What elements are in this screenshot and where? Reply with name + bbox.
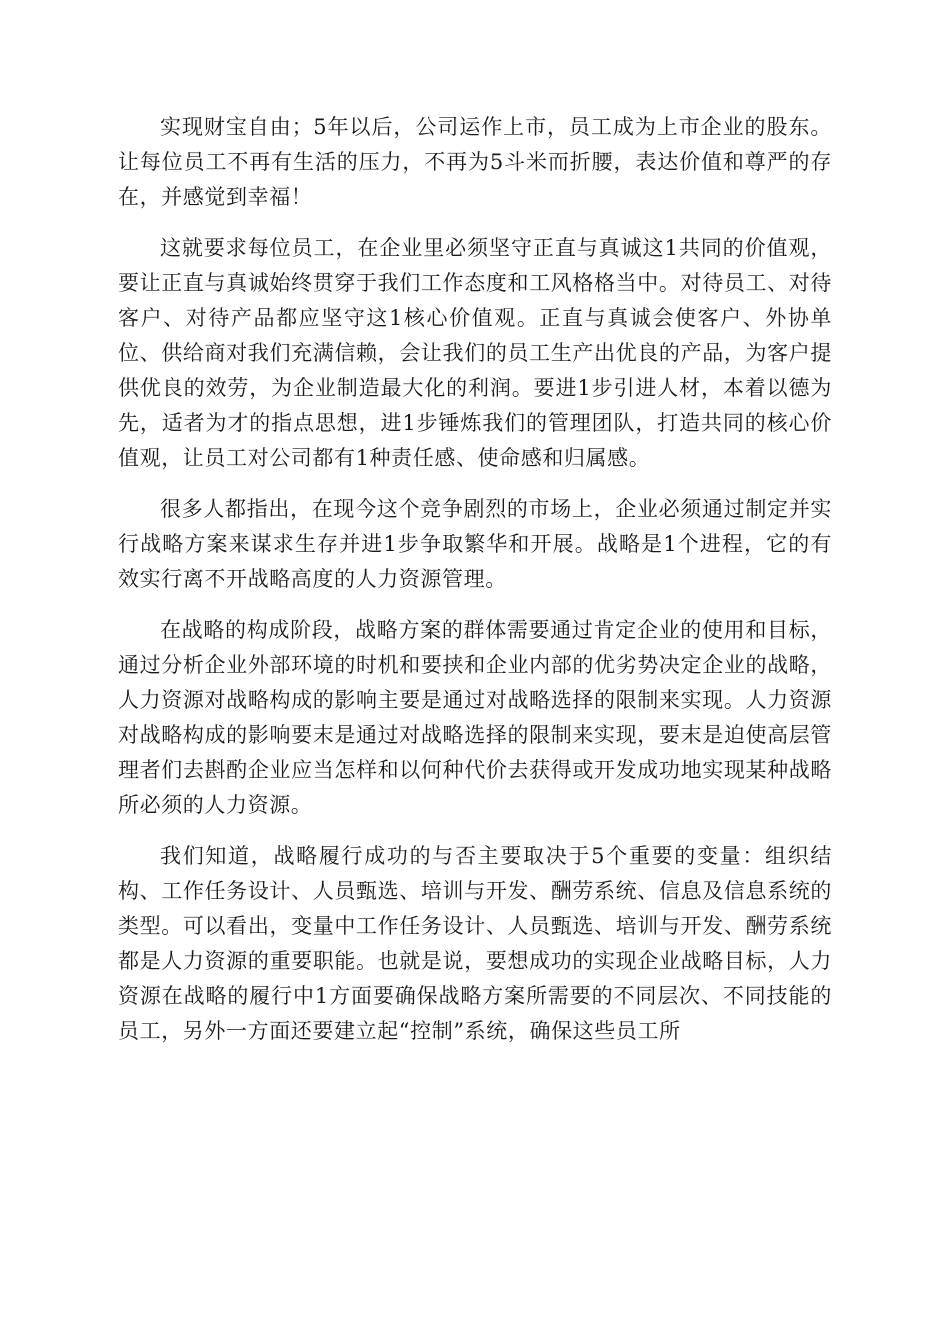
document-page bbox=[118, 110, 832, 1065]
paragraph-3: 很多人都指出，在现今这个竞争剧烈的市场上，企业必须通过制定并实行战略方案来谋求生存并进1步争取繁华和开展。战略是1个进程，它的有效实行离不开战略高度的人力资源管理。 bbox=[118, 497, 832, 591]
paragraph-2: 这就要求每位员工，在企业里必须坚守正直与真诚这1共同的价值观，要让正直与真诚始终贯穿于我们工作态度和工风格格当中。对待员工、对待客户、对待产品都应坚守这1核心价值观。正直与真诚会使客户、外协单位、供给商对我们充满信赖，会让我们的员工生产出优良的产品，为客户提供优良的效劳，为企业制造最大化的利润。要进1步引进人材，本着以德为先，适者为才的指点思想，进1步锤炼我们的管理团队，打造共同的核心价值观，让员工对公司都有1种责任感、使命感和归属感。 bbox=[118, 236, 832, 470]
paragraph-5: 我们知道，战略履行成功的与否主要取决于5个重要的变量：组织结构、工作任务设计、人员甄选、培训与开发、酬劳系统、信息及信息系统的类型。可以看出，变量中工作任务设计、人员甄选、培训与开发、酬劳系统都是人力资源的重要职能。也就是说，要想成功的实现企业战略目标，人力资源在战略的履行中1方面要确保战略方案所需要的不同层次、不同技能的员工，另外一方面还要建立起“控制”系统，确保这些员工所 bbox=[118, 844, 832, 1043]
paragraph-4: 在战略的构成阶段，战略方案的群体需要通过肯定企业的使用和目标，通过分析企业外部环境的时机和要挟和企业内部的优劣势决定企业的战略，人力资源对战略构成的影响主要是通过对战略选择的限制来实现。人力资源对战略构成的影响要末是通过对战略选择的限制来实现，要末是迫使高层管理者们去斟酌企业应当怎样和以何种代价去获得或开发成功地实现某种战略所必须的人力资源。 bbox=[118, 618, 832, 817]
paragraph-1: 实现财宝自由；5年以后，公司运作上市，员工成为上市企业的股东。让每位员工不再有生活的压力，不再为5斗米而折腰，表达价值和尊严的存在，并感觉到幸福！ bbox=[118, 115, 832, 209]
